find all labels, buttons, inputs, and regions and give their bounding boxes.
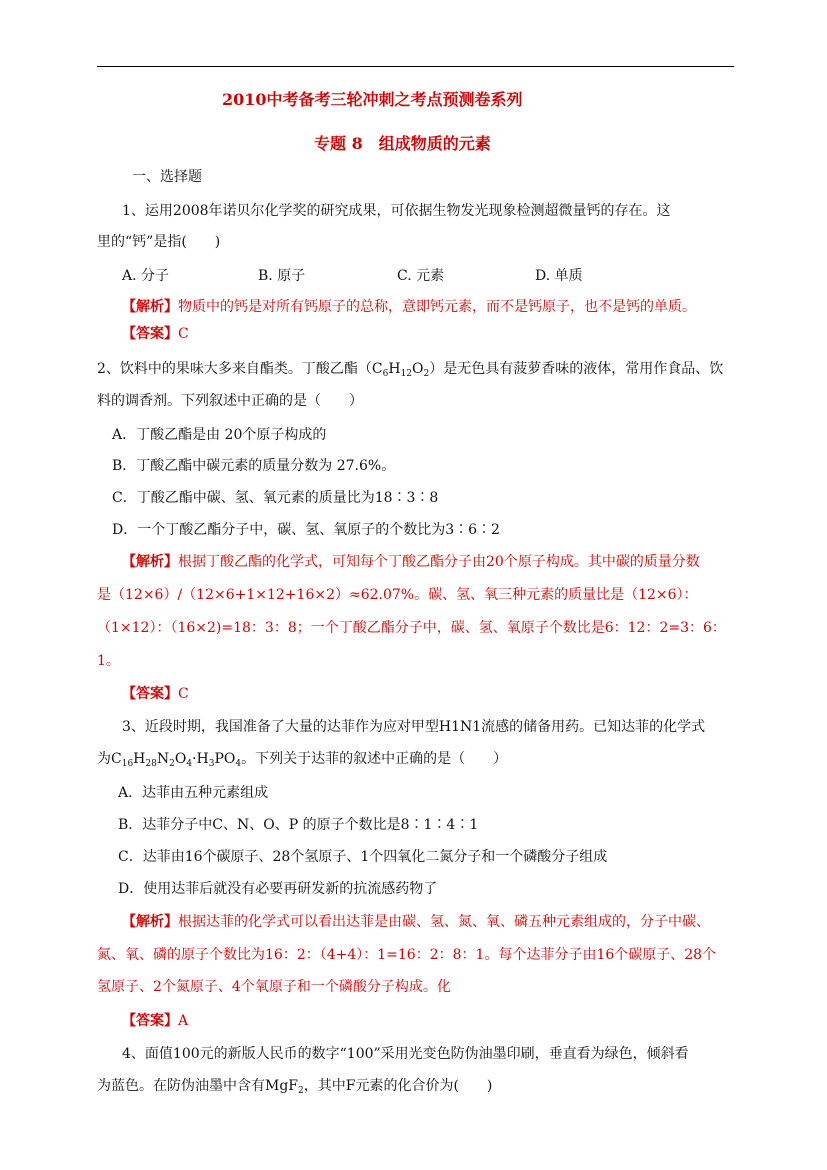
formula-element: PO — [214, 751, 236, 767]
formula-subscript: 28 — [145, 759, 157, 769]
q1-analysis — [122, 297, 696, 317]
formula-subscript: 4 — [186, 759, 193, 769]
q3-analysis-line3: 氢原子、2个氮原子、4个氧原子和一个磷酸分子构成。化 — [97, 979, 451, 995]
q2-analysis-tag: 【解析】 — [122, 554, 178, 570]
formula-element: O — [412, 361, 424, 377]
q3-answer — [122, 1011, 188, 1031]
q3-analysis-line1 — [122, 912, 710, 932]
header-rule — [97, 66, 734, 67]
q3-stem-text: 为C — [97, 751, 122, 767]
q2-analysis-line4: 1。 — [97, 653, 120, 669]
q4-stem-text: ，其中F元素的化合价为( ) — [303, 1078, 493, 1094]
q3-option-a: A．达菲由五种元素组成 — [118, 785, 269, 801]
q2-analysis-line3: （1×12）：（16×2)=18：3：8；一个丁酸乙酯分子中，碳、氢、氧原子个数比是6：12：2=3：6： — [97, 620, 726, 636]
q3-answer-value: A — [178, 1013, 189, 1029]
q2-stem-text: 2、饮料中的果味大多来自酯类。丁酸乙酯（C — [97, 361, 383, 377]
q2-option-c: C．丁酸乙酯中碳、氢、氧元素的质量比为18∶3∶8 — [112, 490, 439, 506]
formula-element: ·H — [192, 751, 209, 767]
q3-analysis-text: 根据达菲的化学式可以看出达菲是由碳、氢、氮、氧、磷五种元素组成的，分子中碳、 — [178, 914, 710, 930]
q3-stem-text: 。下列关于达菲的叙述中正确的是（ ） — [241, 751, 508, 767]
q3-option-b: B．达菲分子中C、N、O、P 的原子个数比是8∶1∶4∶1 — [118, 817, 479, 833]
formula-subscript: 16 — [121, 759, 134, 769]
q3-option-d: D．使用达菲后就没有必要再研发新的抗流感药物了 — [118, 881, 438, 897]
q2-stem-line2: 料的调香剂。下列叙述中正确的是（ ） — [97, 393, 363, 409]
q2-analysis-text: 根据丁酸乙酯的化学式，可知每个丁酸乙酯分子由20个原子构成。其中碳的质量分数 — [178, 554, 700, 570]
q2-option-d: D．一个丁酸乙酯分子中，碳、氢、氧原子的个数比为3∶6∶2 — [112, 522, 500, 538]
q2-analysis-line2: 是（12×6）/（12×6+1×12+16×2）≈62.07%。碳、氢、氧三种元素的质量比是（12×6）： — [97, 587, 698, 603]
q1-analysis-tag: 【解析】 — [122, 299, 178, 315]
formula-subscript: 2 — [169, 759, 175, 769]
formula-subscript: 6 — [382, 369, 389, 379]
formula-subscript: 2 — [423, 369, 430, 379]
formula-element: H — [133, 751, 146, 767]
q2-answer — [122, 684, 189, 704]
q1-option-d: D. 单质 — [535, 268, 583, 284]
q1-answer-value: C — [178, 326, 189, 342]
q1-option-a: A. 分子 — [122, 268, 170, 284]
q2-option-a: A．丁酸乙酯是由 20个原子构成的 — [112, 427, 327, 443]
q3-stem-line2 — [97, 749, 507, 769]
formula-element: O — [174, 751, 187, 767]
section-label: 一、选择题 — [132, 169, 202, 185]
q1-analysis-text: 物质中的钙是对所有钙原子的总称，意即钙元素，而不是钙原子，也不是钙的单质。 — [178, 299, 696, 315]
q3-analysis-line2: 氮、氧、磷的原子个数比为16：2：（4+4）：1=16：2：8：1。每个达菲分子由16个碳原子、28个 — [97, 947, 717, 963]
formula-element: H — [388, 361, 401, 377]
q4-stem-text: 为蓝色。在防伪油墨中含有MgF — [97, 1078, 299, 1094]
q3-analysis-tag: 【解析】 — [122, 914, 178, 930]
q4-stem-line1: 4、面值100元的新版人民币的数字“100”采用光变色防伪油墨印刷，垂直看为绿色，倾斜看 — [122, 1046, 689, 1062]
q1-stem-line2: 里的“钙”是指( ) — [97, 234, 221, 250]
formula-subscript: 4 — [235, 759, 242, 769]
q1-answer-tag: 【答案】 — [122, 326, 178, 342]
series-title: 2010中考备考三轮冲刺之考点预测卷系列 — [222, 90, 523, 109]
q4-stem-line2 — [97, 1076, 492, 1096]
q1-answer — [122, 324, 189, 344]
q1-option-c: C. 元素 — [397, 268, 445, 284]
q3-option-c: C．达菲由16个碳原子、28个氢原子、1个四氧化二氮分子和一个磷酸分子组成 — [118, 849, 608, 865]
q2-analysis-line1 — [122, 552, 700, 572]
q1-option-b: B. 原子 — [258, 268, 306, 284]
formula-subscript: 3 — [208, 759, 215, 769]
q2-option-b: B．丁酸乙酯中碳元素的质量分数为 27.6%。 — [112, 458, 396, 474]
q3-answer-tag: 【答案】 — [122, 1013, 178, 1029]
formula-subscript: 2 — [298, 1086, 304, 1096]
formula-element: N — [156, 751, 170, 767]
q2-stem-text: ）是无色具有菠萝香味的液体，常用作食品、饮 — [429, 361, 724, 377]
formula-subscript: 12 — [400, 369, 413, 379]
q2-answer-tag: 【答案】 — [122, 686, 178, 702]
q1-stem-line1: 1、运用2008年诺贝尔化学奖的研究成果，可依据生物发光现象检测超微量钙的存在。这 — [122, 203, 671, 219]
topic-title: 专题 8 组成物质的元素 — [314, 134, 491, 153]
q2-stem-line1 — [97, 359, 723, 379]
q3-stem-line1: 3、近段时期，我国准备了大量的达菲作为应对甲型H1N1流感的储备用药。已知达菲的化学式 — [122, 719, 706, 735]
q2-answer-value: C — [178, 686, 189, 702]
